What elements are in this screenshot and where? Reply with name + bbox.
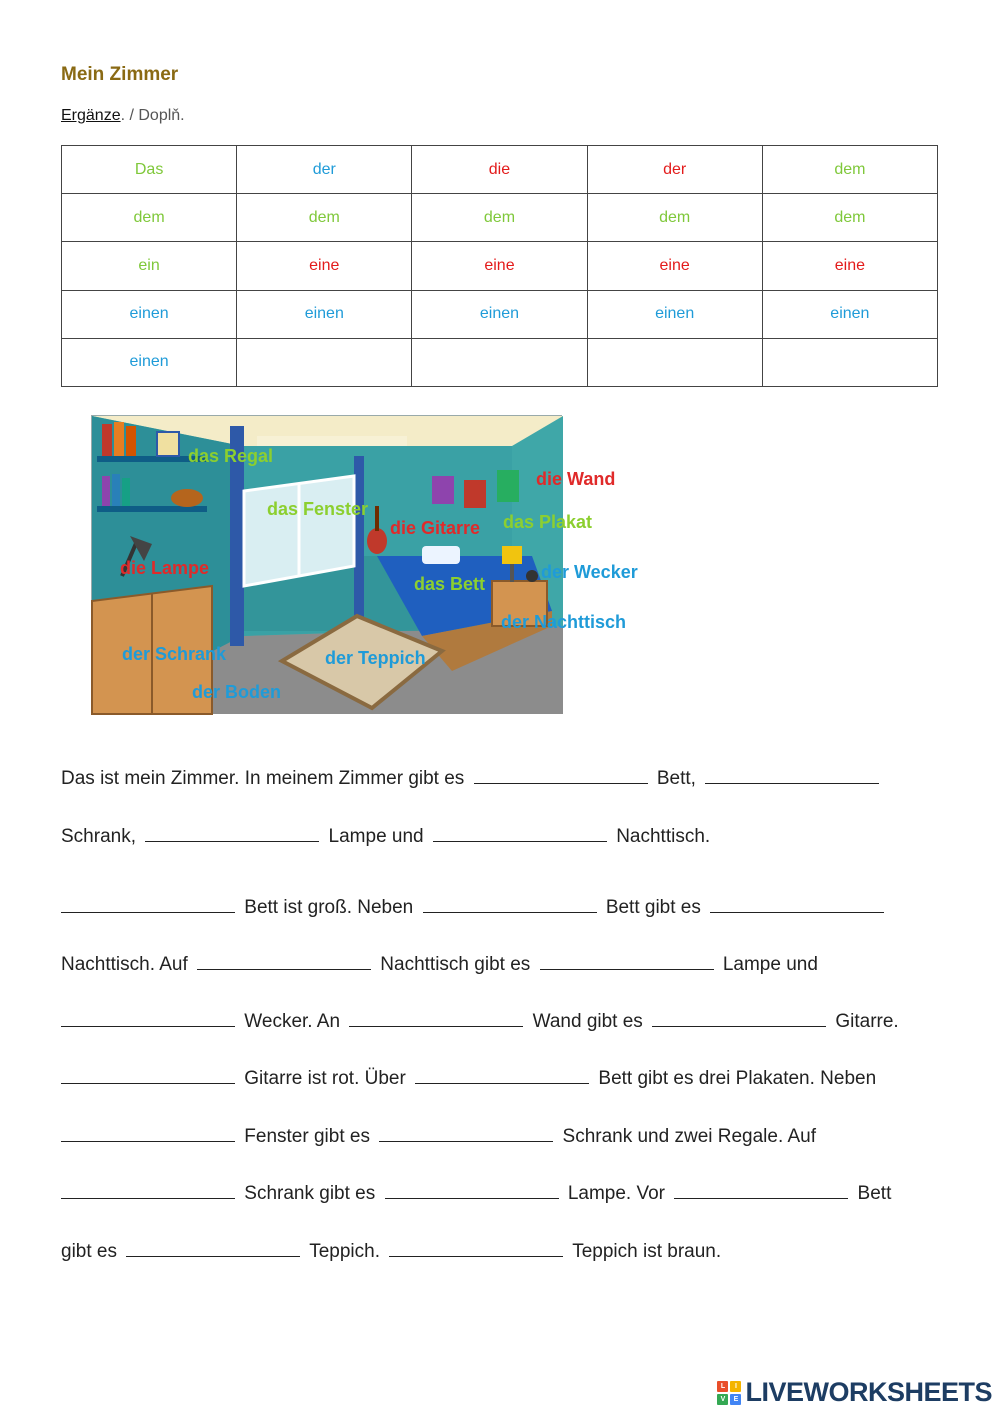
book <box>102 424 112 456</box>
answer-blank[interactable] <box>652 1011 826 1027</box>
answer-blank[interactable] <box>540 954 714 970</box>
answer-blank[interactable] <box>433 826 607 842</box>
word-cell[interactable] <box>587 338 762 386</box>
word-table-row <box>62 194 938 242</box>
logo-mark-icon <box>717 1381 741 1405</box>
label-nachttisch: der Nachttisch <box>501 612 627 632</box>
bedside-lamp-shade <box>502 546 522 564</box>
exercise-text: Bett gibt es <box>605 897 701 918</box>
exercise-text: Lampe. Vor <box>567 1183 665 1204</box>
page-title: Mein Zimmer <box>61 64 179 85</box>
word-cell[interactable]: dem <box>62 194 237 242</box>
exercise-text: Teppich. <box>309 1241 380 1262</box>
logo-square: E <box>730 1394 741 1405</box>
book <box>122 478 130 506</box>
word-cell[interactable]: einen <box>237 290 412 338</box>
word-table-row <box>62 242 938 290</box>
label-schrank: der Schrank <box>122 644 227 664</box>
pillow <box>422 546 460 564</box>
label-wand: die Wand <box>536 469 616 489</box>
exercise-line-2 <box>61 826 710 848</box>
exercise-line-9 <box>61 1241 721 1263</box>
logo-square: V <box>717 1394 728 1405</box>
exercise-text: Bett gibt es drei Plakaten. Neben <box>598 1068 877 1089</box>
word-cell[interactable]: dem <box>587 194 762 242</box>
exercise-text: Gitarre. <box>835 1011 899 1032</box>
answer-blank[interactable] <box>379 1126 553 1142</box>
exercise-text: Wecker. An <box>244 1011 341 1032</box>
logo-square: I <box>730 1381 741 1392</box>
book <box>102 476 110 506</box>
answer-blank[interactable] <box>349 1011 523 1027</box>
football <box>171 489 203 507</box>
word-bank-table <box>61 145 938 387</box>
word-cell[interactable]: Das <box>62 146 237 194</box>
label-gitarre: die Gitarre <box>390 518 481 538</box>
instruction-main: Ergänze <box>61 107 121 124</box>
answer-blank[interactable] <box>710 897 884 913</box>
poster <box>497 470 519 502</box>
answer-blank[interactable] <box>126 1241 300 1257</box>
word-cell[interactable]: einen <box>62 338 237 386</box>
picture-frame <box>157 432 179 456</box>
shelf-bottom <box>97 506 207 512</box>
answer-blank[interactable] <box>145 826 319 842</box>
exercise-line-8 <box>61 1183 891 1205</box>
exercise-text: Nachttisch gibt es <box>380 954 531 975</box>
exercise-line-6 <box>61 1068 876 1090</box>
word-table-row <box>62 290 938 338</box>
exercise-text: Bett, <box>656 768 696 789</box>
label-wecker: der Wecker <box>541 562 638 582</box>
exercise-text: gibt es <box>61 1241 117 1262</box>
exercise-text: Schrank gibt es <box>244 1183 376 1204</box>
bedroom-illustration <box>91 415 638 713</box>
exercise-text: Lampe und <box>328 826 424 847</box>
poster <box>464 480 486 508</box>
exercise-text: Das ist mein Zimmer. In meinem Zimmer gibt es <box>61 768 465 789</box>
word-cell[interactable]: eine <box>412 242 587 290</box>
exercise-line-3 <box>61 897 888 919</box>
word-cell[interactable] <box>237 338 412 386</box>
word-cell[interactable]: dem <box>762 146 937 194</box>
answer-blank[interactable] <box>423 897 597 913</box>
answer-blank[interactable] <box>385 1183 559 1199</box>
label-teppich: der Teppich <box>325 648 426 668</box>
word-cell[interactable]: der <box>237 146 412 194</box>
exercise-line-5 <box>61 1011 899 1033</box>
liveworksheets-logo[interactable] <box>717 1377 992 1408</box>
answer-blank[interactable] <box>474 768 648 784</box>
instruction-translation: . / Doplň. <box>120 107 185 124</box>
word-cell[interactable]: dem <box>762 194 937 242</box>
exercise-line-1 <box>61 768 883 790</box>
exercise-text: Nachttisch. Auf <box>61 954 188 975</box>
exercise-text: Wand gibt es <box>532 1011 643 1032</box>
exercise-text: Bett <box>857 1183 892 1204</box>
logo-square: L <box>717 1381 728 1392</box>
word-cell[interactable] <box>412 338 587 386</box>
label-lampe: die Lampe <box>120 558 210 578</box>
answer-blank[interactable] <box>197 954 371 970</box>
word-cell[interactable]: eine <box>587 242 762 290</box>
answer-blank[interactable] <box>389 1241 563 1257</box>
exercise-text: Teppich ist braun. <box>572 1241 722 1262</box>
exercise-text: Schrank, <box>61 826 136 847</box>
guitar-neck <box>375 506 379 531</box>
answer-blank[interactable] <box>415 1068 589 1084</box>
word-cell[interactable]: einen <box>587 290 762 338</box>
word-cell[interactable]: eine <box>762 242 937 290</box>
word-cell[interactable]: die <box>412 146 587 194</box>
alarm-clock <box>526 570 538 582</box>
book <box>126 426 136 456</box>
label-regal: das Regal <box>188 446 274 466</box>
exercise-text: Bett ist groß. Neben <box>244 897 414 918</box>
word-cell[interactable]: einen <box>412 290 587 338</box>
label-boden: der Boden <box>192 682 282 702</box>
word-cell[interactable]: der <box>587 146 762 194</box>
label-plakat: das Plakat <box>503 512 593 532</box>
exercise-text: Schrank und zwei Regale. Auf <box>562 1126 817 1147</box>
word-cell[interactable]: einen <box>762 290 937 338</box>
exercise-text: Gitarre ist rot. Über <box>244 1068 406 1089</box>
word-cell[interactable]: einen <box>62 290 237 338</box>
answer-blank[interactable] <box>674 1183 848 1199</box>
exercise-text: Nachttisch. <box>616 826 711 847</box>
instruction <box>61 107 185 125</box>
answer-blank[interactable] <box>61 1068 235 1084</box>
word-cell[interactable]: ein <box>62 242 237 290</box>
word-cell[interactable]: dem <box>412 194 587 242</box>
exercise-text: Fenster gibt es <box>244 1126 370 1147</box>
exercise-text: Lampe und <box>722 954 818 975</box>
answer-blank[interactable] <box>61 897 235 913</box>
answer-blank[interactable] <box>61 1126 235 1142</box>
answer-blank[interactable] <box>705 768 879 784</box>
word-cell[interactable]: dem <box>237 194 412 242</box>
poster <box>432 476 454 504</box>
word-cell[interactable]: eine <box>237 242 412 290</box>
exercise-line-7 <box>61 1126 816 1148</box>
logo-brand-text: LIVEWORKSHEETS <box>745 1377 992 1407</box>
answer-blank[interactable] <box>61 1011 235 1027</box>
label-bett: das Bett <box>414 574 486 594</box>
word-table-row <box>62 146 938 194</box>
bedside-lamp-stand <box>510 564 514 582</box>
label-fenster: das Fenster <box>267 499 369 519</box>
word-cell[interactable] <box>762 338 937 386</box>
book <box>112 474 120 506</box>
word-table-row <box>62 338 938 386</box>
guitar-body <box>367 528 387 554</box>
answer-blank[interactable] <box>61 1183 235 1199</box>
exercise-line-4 <box>61 954 818 976</box>
book <box>114 422 124 456</box>
